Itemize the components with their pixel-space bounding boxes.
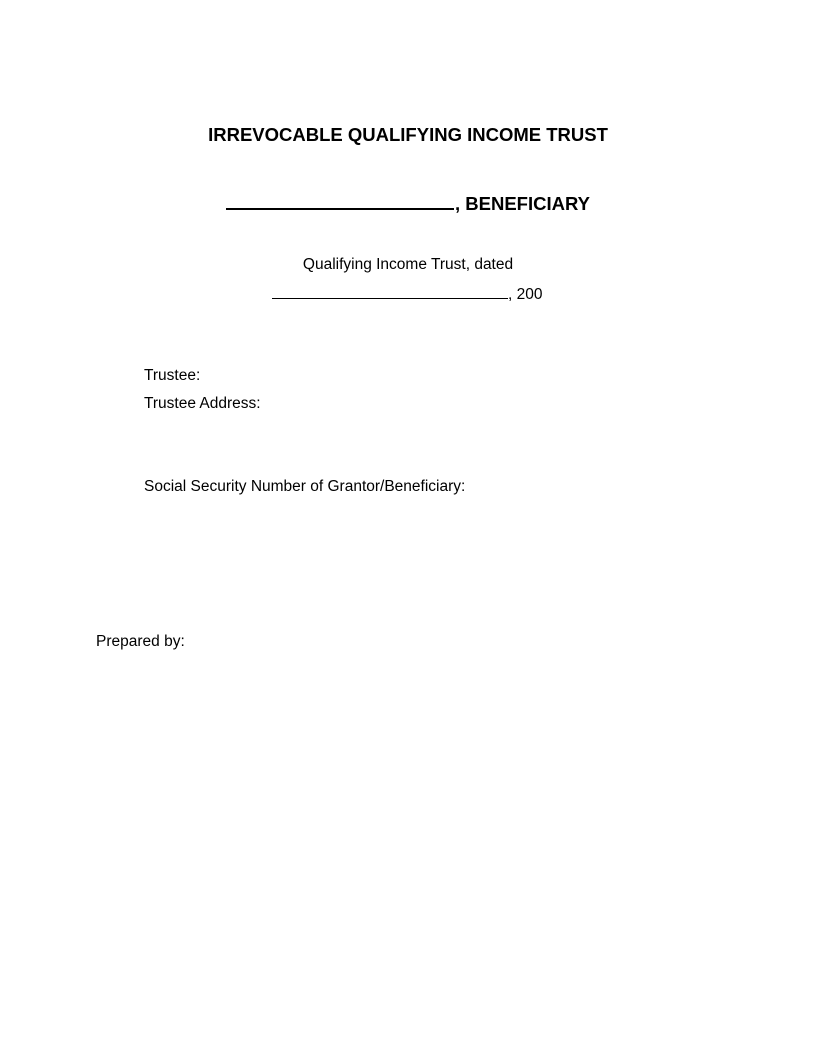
ssn-label: Social Security Number of Grantor/Beneficiary: <box>144 478 466 495</box>
beneficiary-suffix: , BENEFICIARY <box>455 193 590 214</box>
trust-date-blank[interactable] <box>272 285 508 299</box>
year-suffix: , 200 <box>508 286 543 303</box>
trustee-address-label: Trustee Address: <box>144 395 261 412</box>
beneficiary-line <box>226 192 590 214</box>
trust-dated-label: Qualifying Income Trust, dated <box>302 256 514 273</box>
trustee-label: Trustee: <box>144 367 201 384</box>
beneficiary-name-blank[interactable] <box>226 192 454 210</box>
trust-date-line <box>272 285 542 303</box>
prepared-by-label: Prepared by: <box>96 633 185 650</box>
document-title: IRREVOCABLE QUALIFYING INCOME TRUST <box>208 124 608 145</box>
